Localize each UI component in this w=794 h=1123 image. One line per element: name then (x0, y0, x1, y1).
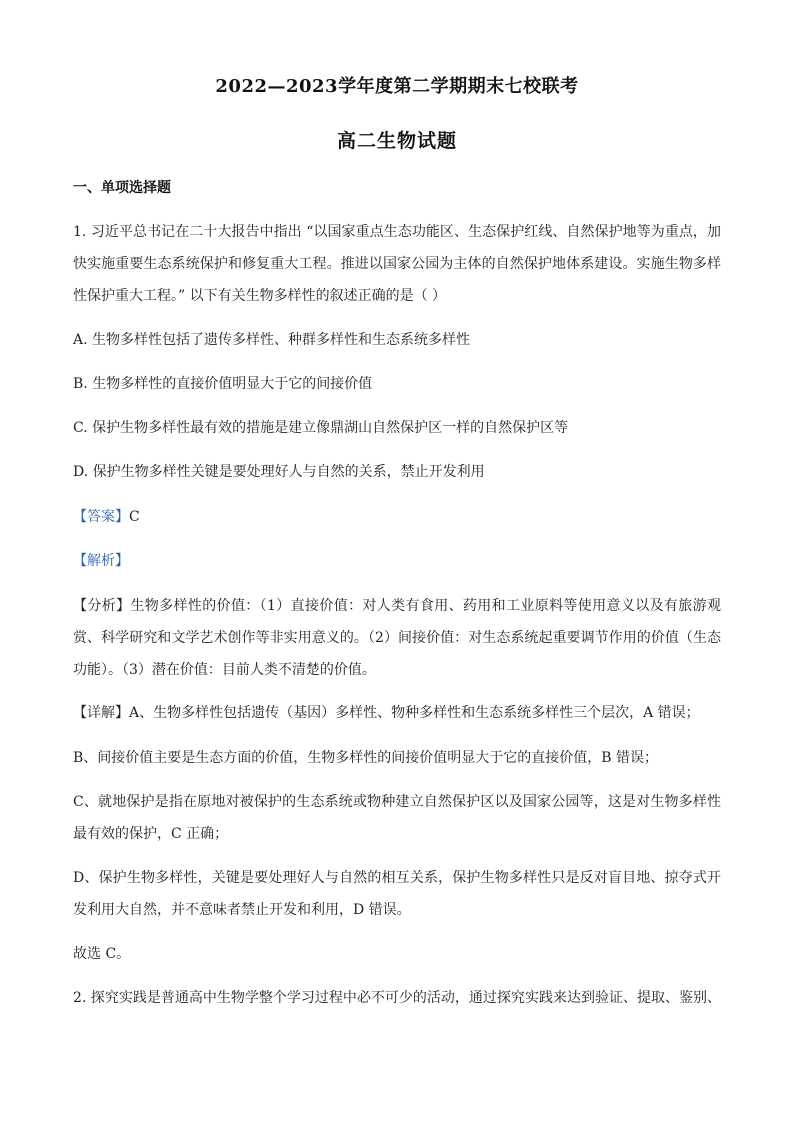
q1-stem-line-2: 快实施重要生态系统保护和修复重大工程。推进以国家公园为主体的自然保护地体系建设。实施生物多样 (73, 256, 721, 272)
conclusion-line: 故选 C。 (73, 946, 131, 962)
q1-stem-line-3: 性保护重大工程。” 以下有关生物多样性的叙述正确的是（ ） (73, 288, 447, 304)
section-heading: 一、单项选择题 (73, 180, 171, 196)
q1-stem-line-1: 1. 习近平总书记在二十大报告中指出 “以国家重点生态功能区、生态保护红线、自然保护地等为重点，加 (73, 224, 721, 240)
xiangjie-tag: 【详解】 (73, 705, 129, 721)
answer-value: C (129, 509, 140, 525)
xiangjie-line-d2: 发利用大自然，并不意味者禁止开发和利用，D 错误。 (73, 902, 411, 918)
q1-option-d: D. 保护生物多样性关键是要处理好人与自然的关系，禁止开发利用 (73, 464, 485, 480)
xiangjie-line-c2: 最有效的保护，C 正确； (73, 826, 229, 842)
answer-tag: 【答案】 (73, 509, 129, 525)
xiangjie-line-1 (73, 703, 700, 723)
fenxi-tag: 【分析】 (73, 598, 131, 614)
xiangjie-line-c1: C、就地保护是指在原地对被保护的生态系统或物种建立自然保护区以及国家公园等，这是对生物多样性 (73, 794, 721, 810)
fenxi-line-3: 功能）。（3）潜在价值：目前人类不清楚的价值。 (73, 662, 376, 678)
fenxi-line-1 (73, 596, 721, 616)
xiangjie-line-b: B、间接价值主要是生态方面的价值，生物多样性的间接价值明显大于它的直接价值，B 错误； (73, 750, 659, 766)
exam-title: 2022—2023学年度第二学期期末七校联考 (215, 76, 579, 97)
q1-option-b: B. 生物多样性的直接价值明显大于它的间接价值 (73, 376, 373, 392)
xiangjie-text-1: A、生物多样性包括遗传（基因）多样性、物种多样性和生态系统多样性三个层次，A 错误； (129, 705, 700, 721)
q1-answer (73, 507, 140, 527)
q2-stem-line-1: 2. 探究实践是普通高中生物学整个学习过程中必不可少的活动，通过探究实践来达到验证、提取、鉴别、 (73, 990, 721, 1006)
fenxi-line-2: 赏、科学研究和文学艺术创作等非实用意义的。（2）间接价值：对生态系统起重要调节作用的价值（生态 (73, 630, 721, 646)
q1-option-c: C. 保护生物多样性最有效的措施是建立像鼎湖山自然保护区一样的自然保护区等 (73, 420, 569, 436)
q1-option-a: A. 生物多样性包括了遗传多样性、种群多样性和生态系统多样性 (73, 332, 471, 348)
analysis-tag: 【解析】 (73, 553, 129, 569)
fenxi-text-1: 生物多样性的价值：（1）直接价值：对人类有食用、药用和工业原料等使用意义以及有旅游观 (130, 598, 722, 614)
xiangjie-line-d1: D、保护生物多样性，关键是要处理好人与自然的相互关系，保护生物多样性只是反对盲目地、掠夺式开 (73, 870, 721, 886)
exam-subtitle: 高二生物试题 (336, 130, 457, 152)
